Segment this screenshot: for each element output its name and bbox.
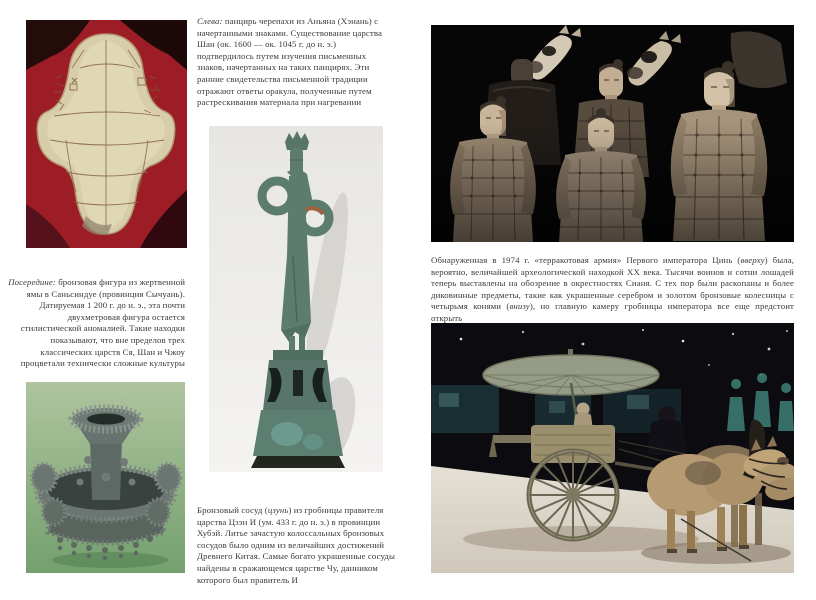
caption-middle-left [8,277,185,370]
caption-middle-left-body: бронзовая фигура из жертвенной ямы в Саньсиндуе (провинция Сычуань). Датируемая 1 200 г. до н. э., эта почти двухметровая фигура остается стилистической аномалией. Такие находки показывают, что вне пределов трех классических царств Ся, Шан и Чжоу процветали технически сложные культуры [20,277,185,369]
zun-opening [87,414,125,425]
caption-right-page [431,255,794,325]
plinth [251,456,345,468]
photo-bronze-figure [209,126,383,472]
pedestal-top [273,350,323,360]
openwork-cutout [293,370,303,396]
chariot-wheel [529,451,617,539]
turtle-plastron-illustration [26,20,187,248]
turquoise-patina [303,434,323,450]
caption-middle-left-lead: Посередине: [8,277,56,287]
leg [299,334,305,350]
photo-turtle-plastron [26,20,187,248]
caption-top-center-body: панцирь черепахи из Аньяна (Хэнань) с начертанными знаками. Существование царства Шан (ок. 1600 — ок. 1045 г. до н. э.) подтвердилось путем изучения письменных знаков, начертанных на таких панцирях. Эти ранние свидетельства письменной традиции отражают ответы оракула, полученные путем растрескивания материала при нагревании [197,16,382,108]
horse-shadow [641,542,791,564]
caption-right-p1: Обнаруженная в 1974 г. «терракотовая армия» Первого императора Цинь ( [431,255,741,265]
caption-bottom-center [197,505,397,586]
caption-right-p2: ) была, вероятно, величайшей археологической находкой XX века. Тысячи воинов и сотни лошадей теперь выставлены на обозрение в окрестностях Сианя. С тех пор были раскопаны и более диковинные предметы, такие как украшенные серебром и золотом бронзовые колесницы с четырьмя конями ( [431,255,794,312]
photo-bronze-vessel [26,382,185,573]
zun-column [90,440,122,500]
photo-bronze-chariot [431,323,794,573]
shadow-overlay [431,25,794,242]
caption-top-center [197,16,393,109]
leg [289,336,295,352]
caption-right-p3: ), но главную камеру гробницы императора все еще предстоит открыть [431,301,794,323]
bronze-figure-illustration [209,126,383,472]
bronze-chariot-illustration [431,323,794,573]
caption-bottom-center-i1: цзунь [267,505,289,515]
vessel-shadow [52,552,168,568]
photo-terracotta-army [431,25,794,242]
bronze-vessel-illustration [26,382,185,573]
caption-bottom-center-p1: Бронзовый сосуд ( [197,505,268,515]
turquoise-patina [271,422,303,446]
terracotta-army-illustration [431,25,794,242]
caption-right-i1: вверху [740,255,765,265]
caption-top-center-lead: Слева: [197,16,223,26]
caption-right-i2: внизу [509,301,530,312]
caption-bottom-center-p2: ) из гробницы правителя царства Цзэн И (ум. 433 г. до н. э.) в провинции Хубэй. Литье зачастую колоссальных бронзовых сосудов было одним из величайших достижений Древнего Китая. Самые богато украшенные сосуды найдены в сражающемся царстве Чу, данником которого был правитель И [197,505,395,585]
